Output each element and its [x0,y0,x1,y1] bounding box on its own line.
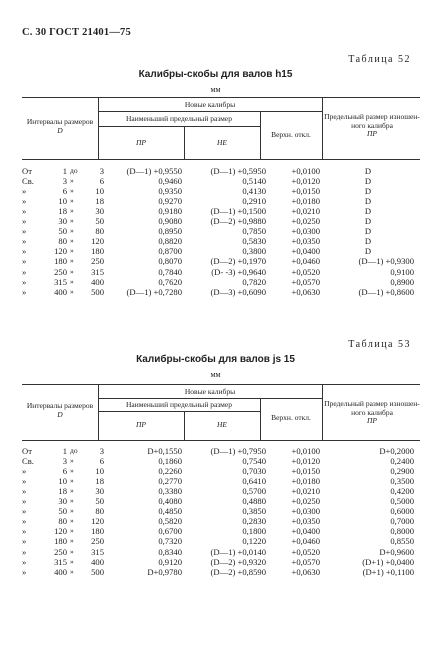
cell-from: 80 [58,516,67,527]
table-row [22,557,420,567]
cell-from: 18 [58,206,67,217]
cell-pr: 0,8340 [158,546,182,557]
cell-up: +0,0150 [291,186,320,197]
cell-wear: D [364,236,372,247]
cell-wear: D [364,196,372,207]
table-row [22,446,420,456]
cell-to: 3 [99,166,104,176]
cell-pr: 0,2260 [158,466,182,477]
table-title: Калибры-скобы для валов js 15 [136,354,295,365]
cell-mid: » [70,486,74,496]
table-label: Таблица 52 [348,54,411,65]
cell-up: +0,0630 [291,566,320,577]
cell-to: 400 [91,556,104,567]
cell-mid: » [70,206,74,216]
header-wear: Предельный размер изношен-ного калибра ПР [324,112,420,138]
cell-pr: D+0,9780 [147,566,182,577]
cell-from: 6 [62,466,67,477]
cell-mid: » [70,276,74,286]
cell-ne: (D—1) +0,5950 [210,166,266,176]
cell-to: 180 [91,246,104,257]
table-52-body [22,166,420,298]
cell-ne: 0,7850 [242,226,266,237]
cell-from: 180 [54,256,67,267]
cell-ne: 0,4130 [242,186,266,197]
table-row [22,466,420,476]
cell-from: 120 [54,526,67,537]
table-row [22,506,420,516]
cell-from: 180 [54,536,67,547]
table-title: Калибры-скобы для валов h15 [138,69,293,80]
cell-pre: » [22,546,27,557]
cell-pre: » [22,506,27,517]
table-row [22,496,420,506]
cell-pr: 0,9180 [158,206,182,217]
cell-to: 10 [95,466,104,477]
cell-pre: » [22,186,27,197]
table-row [22,526,420,536]
cell-from: 250 [54,266,67,277]
cell-to: 500 [91,566,104,577]
cell-from: 1 [62,446,67,456]
cell-pre: » [22,206,27,217]
cell-wear: D [364,216,372,227]
cell-from: 10 [58,476,67,487]
cell-up: +0,0350 [291,516,320,527]
cell-mid: » [70,236,74,246]
table-units: мм [210,370,221,379]
table-row [22,267,420,277]
header-new-gauges: Новые калибры [184,387,236,396]
cell-ne: (D—2) +0,9880 [210,216,266,227]
table-row [22,287,420,297]
cell-wear: D+0,2000 [379,446,414,456]
cell-mid: » [70,266,74,276]
header-upper-dev: Верхн. откл. [271,413,311,422]
cell-from: 18 [58,486,67,497]
cell-wear: D [364,186,372,197]
table-row [22,236,420,246]
cell-pr: 0,1860 [158,456,182,467]
cell-ne: 0,4880 [242,496,266,507]
cell-pr: 0,4080 [158,496,182,507]
cell-from: 6 [62,186,67,197]
table-row [22,486,420,496]
cell-up: +0,0100 [291,446,320,456]
cell-pr: 0,3380 [158,486,182,497]
table-row [22,166,420,176]
cell-from: 315 [54,556,67,567]
cell-to: 180 [91,526,104,537]
header-pr: ПР [136,420,146,429]
cell-up: +0,0210 [291,206,320,217]
table-row [22,216,420,226]
cell-mid: » [70,226,74,236]
cell-pre: » [22,556,27,567]
cell-from: 50 [58,506,67,517]
cell-ne: 0,3850 [242,506,266,517]
cell-pr: 0,8950 [158,226,182,237]
cell-pre: » [22,216,27,227]
table-units: мм [210,85,221,94]
cell-ne: 0,7820 [242,276,266,287]
table-row [22,176,420,186]
cell-from: 400 [54,286,67,297]
cell-up: +0,0400 [291,526,320,537]
cell-up: +0,0120 [291,456,320,467]
cell-to: 315 [91,266,104,277]
cell-pre: » [22,256,27,267]
cell-wear: 0,8550 [390,536,414,547]
cell-to: 315 [91,546,104,557]
table-row [22,206,420,216]
header-pr: ПР [136,138,146,147]
cell-pre: » [22,496,27,507]
table-row [22,567,420,577]
cell-from: 3 [62,456,67,467]
table-row [22,456,420,466]
cell-up: +0,0400 [291,246,320,257]
cell-from: 315 [54,276,67,287]
header-interval: Интервалы размеров D [26,117,94,135]
page-header: С. 30 ГОСТ 21401—75 [22,27,131,38]
cell-to: 6 [99,176,104,187]
cell-up: +0,0210 [291,486,320,497]
cell-wear: (D—1) +0,8600 [358,286,414,297]
cell-from: 30 [58,496,67,507]
cell-wear: 0,4200 [390,486,414,497]
cell-pre: » [22,516,27,527]
cell-to: 50 [95,216,104,227]
cell-up: +0,0180 [291,196,320,207]
header-min-limit: Наименьший предельный размер [126,114,232,123]
cell-pr: 0,9270 [158,196,182,207]
cell-wear: 0,6000 [390,506,414,517]
cell-to: 500 [91,286,104,297]
table-row [22,277,420,287]
cell-pre: От [22,446,32,456]
cell-pr: 0,2770 [158,476,182,487]
cell-ne: (D—2) +0,9320 [210,556,266,567]
cell-to: 250 [91,536,104,547]
cell-to: 250 [91,256,104,267]
cell-from: 10 [58,196,67,207]
cell-pr: 0,6700 [158,526,182,537]
header-ne: НЕ [217,420,227,429]
cell-to: 30 [95,486,104,497]
cell-up: +0,0520 [291,266,320,277]
cell-up: +0,0300 [291,506,320,517]
cell-mid: » [70,526,74,536]
cell-to: 3 [99,446,104,456]
cell-wear: 0,5000 [390,496,414,507]
table-row [22,547,420,557]
cell-to: 400 [91,276,104,287]
cell-to: 120 [91,516,104,527]
cell-mid: » [70,196,74,206]
cell-pr: D+0,1550 [147,446,182,456]
cell-ne: (D—1) +0,7950 [210,446,266,456]
cell-pr: 0,8700 [158,246,182,257]
table-row [22,476,420,486]
cell-wear: D [364,246,372,257]
cell-wear: D [364,226,372,237]
cell-wear: D [364,206,372,217]
cell-from: 120 [54,246,67,257]
table-53-body [22,446,420,578]
table-row [22,256,420,266]
cell-up: +0,0350 [291,236,320,247]
cell-wear: D+0,9600 [379,546,414,557]
table-row [22,226,420,236]
table-row [22,536,420,546]
table-row [22,186,420,196]
cell-pr: (D—1) +0,9550 [126,166,182,176]
table-row [22,516,420,526]
header-ne: НЕ [217,138,227,147]
cell-up: +0,0180 [291,476,320,487]
cell-mid: » [70,176,74,186]
cell-pre: Св. [22,176,34,187]
cell-ne: (D—1) +0,0140 [210,546,266,557]
cell-pre: » [22,266,27,277]
cell-mid: » [70,516,74,526]
cell-from: 3 [62,176,67,187]
cell-to: 50 [95,496,104,507]
cell-from: 30 [58,216,67,227]
cell-from: 400 [54,566,67,577]
cell-pre: » [22,486,27,497]
cell-to: 30 [95,206,104,217]
cell-mid: » [70,506,74,516]
cell-pre: » [22,536,27,547]
cell-pr: 0,9120 [158,556,182,567]
cell-ne: (D—3) +0,6090 [210,286,266,297]
cell-mid: » [70,246,74,256]
cell-ne: 0,6410 [242,476,266,487]
cell-mid: до [70,446,78,455]
cell-mid: » [70,256,74,266]
cell-pr: 0,7840 [158,266,182,277]
cell-wear: 0,7000 [390,516,414,527]
cell-mid: » [70,556,74,566]
cell-pre: » [22,276,27,287]
cell-ne: 0,5140 [242,176,266,187]
cell-from: 250 [54,546,67,557]
cell-up: +0,0250 [291,216,320,227]
cell-mid: » [70,546,74,556]
cell-wear: 0,2400 [390,456,414,467]
cell-wear: 0,3500 [390,476,414,487]
cell-wear: 0,9100 [390,266,414,277]
cell-pre: » [22,196,27,207]
cell-up: +0,0100 [291,166,320,176]
cell-up: +0,0460 [291,256,320,267]
cell-from: 80 [58,236,67,247]
cell-up: +0,0250 [291,496,320,507]
cell-pre: » [22,566,27,577]
cell-pre: » [22,466,27,477]
cell-mid: » [70,456,74,466]
cell-ne: 0,5700 [242,486,266,497]
cell-mid: » [70,536,74,546]
cell-pre: От [22,166,32,176]
cell-ne: 0,5830 [242,236,266,247]
header-interval: Интервалы размеров D [26,401,94,419]
cell-pre: » [22,246,27,257]
header-wear: Предельный размер изношен-ного калибра ПР [324,399,420,425]
header-min-limit: Наименьший предельный размер [126,400,232,409]
cell-up: +0,0570 [291,276,320,287]
cell-ne: 0,1220 [242,536,266,547]
cell-wear: D [364,176,372,187]
cell-pr: 0,7320 [158,536,182,547]
cell-to: 6 [99,456,104,467]
cell-ne: 0,7540 [242,456,266,467]
cell-to: 80 [95,506,104,517]
cell-pr: 0,8070 [158,256,182,267]
cell-pr: 0,4850 [158,506,182,517]
cell-pr: 0,8820 [158,236,182,247]
cell-up: +0,0150 [291,466,320,477]
cell-pre: » [22,476,27,487]
cell-pr: 0,5820 [158,516,182,527]
cell-to: 120 [91,236,104,247]
cell-pr: (D—1) +0,7280 [126,286,182,297]
cell-mid: » [70,186,74,196]
cell-ne: (D—2) +0,1970 [210,256,266,267]
cell-ne: (D- -3) +0,9640 [211,266,266,277]
cell-up: +0,0520 [291,546,320,557]
cell-pr: 0,7620 [158,276,182,287]
table-label: Таблица 53 [348,339,411,350]
cell-from: 1 [62,166,67,176]
cell-to: 10 [95,186,104,197]
table-row [22,196,420,206]
cell-mid: » [70,216,74,226]
cell-up: +0,0300 [291,226,320,237]
cell-pr: 0,9460 [158,176,182,187]
cell-mid: » [70,566,74,576]
cell-ne: 0,2830 [242,516,266,527]
cell-to: 80 [95,226,104,237]
cell-ne: (D—1) +0,1500 [210,206,266,217]
cell-up: +0,0630 [291,286,320,297]
header-new-gauges: Новые калибры [184,100,236,109]
cell-wear: 0,8000 [390,526,414,537]
cell-from: 50 [58,226,67,237]
cell-pre: Св. [22,456,34,467]
cell-pre: » [22,236,27,247]
cell-pr: 0,9350 [158,186,182,197]
cell-ne: 0,2910 [242,196,266,207]
cell-wear: (D+1) +0,1100 [362,566,414,577]
cell-pre: » [22,526,27,537]
cell-pr: 0,9080 [158,216,182,227]
cell-ne: (D—2) +0,8590 [210,566,266,577]
cell-wear: (D—1) +0,9300 [358,256,414,267]
cell-up: +0,0570 [291,556,320,567]
cell-mid: » [70,476,74,486]
cell-ne: 0,7030 [242,466,266,477]
cell-mid: » [70,466,74,476]
cell-wear: (D+1) +0,0400 [362,556,414,567]
cell-wear: 0,8900 [390,276,414,287]
cell-ne: 0,1800 [242,526,266,537]
cell-mid: » [70,496,74,506]
cell-pre: » [22,226,27,237]
cell-to: 18 [95,196,104,207]
cell-mid: до [70,166,78,175]
cell-to: 18 [95,476,104,487]
cell-ne: 0,3800 [242,246,266,257]
cell-up: +0,0460 [291,536,320,547]
cell-wear: D [364,166,372,176]
header-upper-dev: Верхн. откл. [271,130,311,139]
cell-mid: » [70,286,74,296]
cell-up: +0,0120 [291,176,320,187]
cell-wear: 0,2900 [390,466,414,477]
table-row [22,246,420,256]
cell-pre: » [22,286,27,297]
